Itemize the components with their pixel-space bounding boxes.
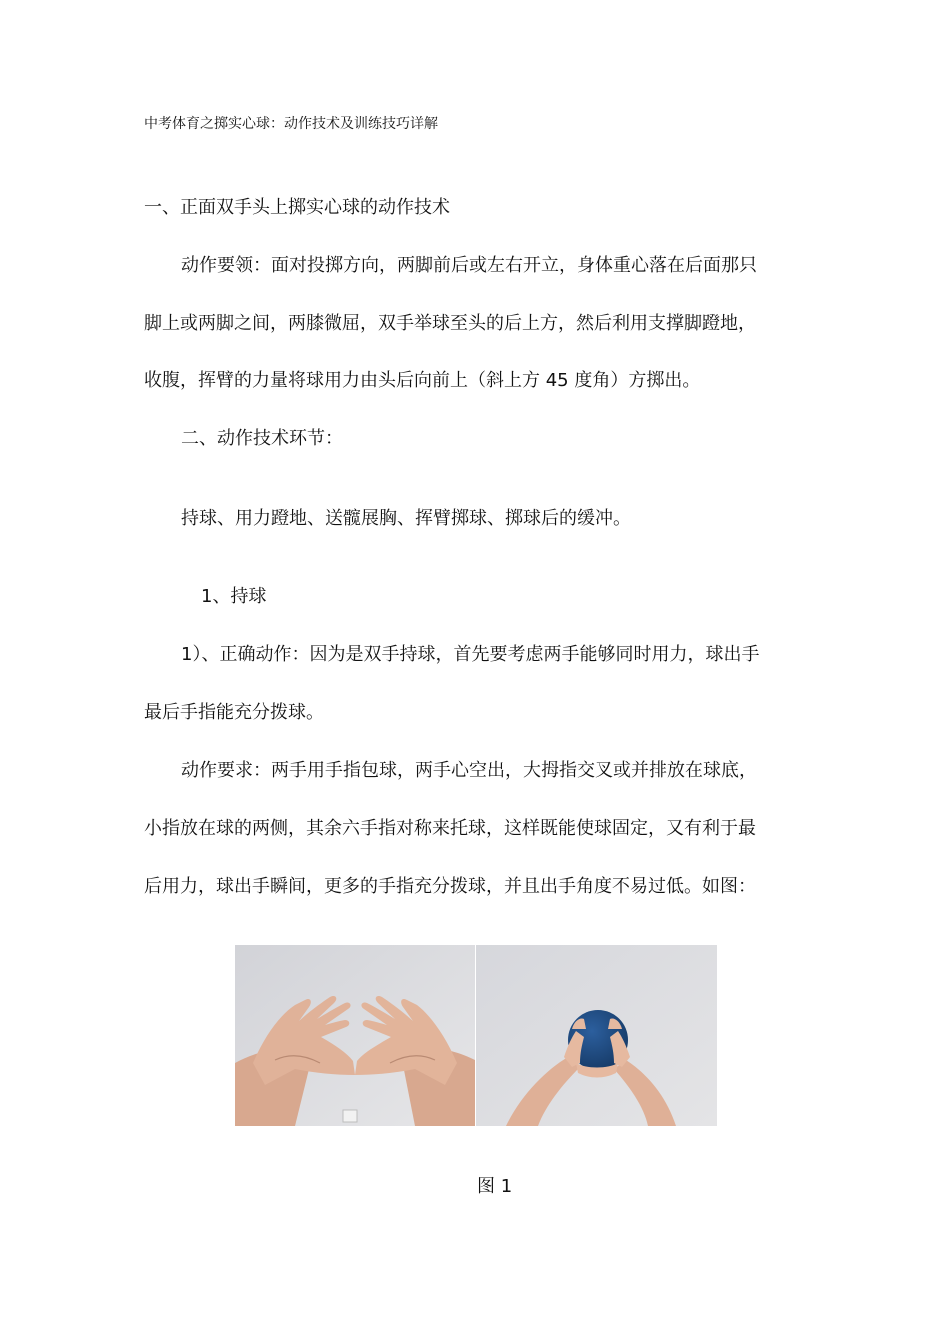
sub1-heading: 1、持球 — [201, 586, 267, 607]
figure-caption: 图 1 — [477, 1176, 513, 1197]
para1-line2: 脚上或两脚之间，两膝微屈，双手举球至头的后上方，然后利用支撑脚蹬地， — [144, 313, 756, 334]
document-title: 中考体育之掷实心球：动作技术及训练技巧详解 — [144, 116, 438, 132]
section1-heading: 一、正面双手头上掷实心球的动作技术 — [144, 197, 450, 218]
para2-line1: 1）、正确动作：因为是双手持球，首先要考虑两手能够同时用力，球出手 — [181, 644, 760, 665]
para1-line1: 动作要领：面对投掷方向，两脚前后或左右开立，身体重心落在后面那只 — [181, 255, 757, 276]
para3-line2: 小指放在球的两侧，其余六手指对称来托球，这样既能使球固定，又有利于最 — [144, 818, 756, 839]
hands-triangle-photo — [235, 945, 475, 1126]
para2-line2: 最后手指能充分拨球。 — [144, 702, 324, 723]
para3-line3: 后用力，球出手瞬间，更多的手指充分拨球，并且出手角度不易过低。如图： — [144, 876, 756, 897]
section2-heading: 二、动作技术环节： — [181, 428, 343, 449]
figure-1-photos — [235, 945, 717, 1126]
holding-ball-photo — [476, 945, 717, 1126]
para1-line3: 收腹，挥臂的力量将球用力由头后向前上（斜上方 45 度角）方掷出。 — [144, 370, 701, 391]
stages-line: 持球、用力蹬地、送髋展胸、挥臂掷球、掷球后的缓冲。 — [181, 508, 631, 529]
para3-line1: 动作要求：两手用手指包球，两手心空出，大拇指交叉或并排放在球底， — [181, 760, 757, 781]
